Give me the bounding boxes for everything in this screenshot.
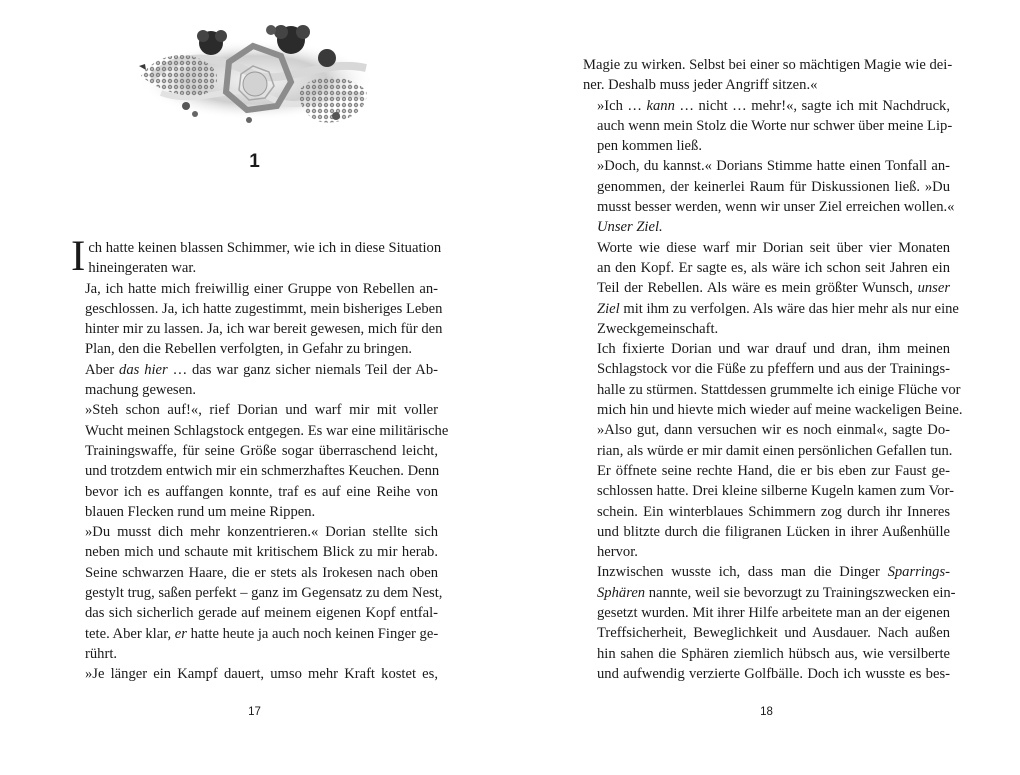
text-line: gesetzt wurden. Mit ihrer Hilfe arbeitete man an der eigenen [597,605,950,622]
text-line: und blitzte durch die filigranen Lücken in ihrer Außenhülle [597,523,950,540]
text-line: »Je länger ein Kampf dauert, umso mehr Kraft kostet es, [85,666,438,683]
text-line: hineingeraten war. [88,260,197,277]
paragraph [583,420,955,562]
text-line: Sphären nannte, weil sie bevorzugt zu Trainingszwecken ein- [597,584,956,601]
text-line: hervor. [597,544,638,561]
text-line: genommen, der keinerlei Raum für Diskussionen ließ. »Du [597,178,950,195]
left-page [71,0,449,775]
right-page [583,0,963,775]
text-line: Seine schwarzen Haare, die er stets als Irokesen nach oben [85,564,438,581]
paragraph [583,55,953,96]
text-line: »Doch, du kannst.« Dorians Stimme hatte einen Tonfall an- [597,158,950,175]
text-line: Ja, ich hatte mich freiwillig einer Gruppe von Rebellen an- [85,280,438,297]
paragraph [71,400,449,522]
paragraph [71,360,438,401]
left-page-text [71,233,449,685]
text-line: an den Kopf. Er sagte es, als wäre ich schon seit Jahren ein [597,259,950,276]
text-line: hin sahen die Sphären ziemlich hübsch aus, wie versilberte [597,645,950,662]
text-line: »Steh schon auf!«, rief Dorian und warf mir mit voller [85,402,438,419]
page-number: 18 [760,706,773,718]
text-line: rührt. [85,645,118,662]
text-line: Teil der Rebellen. Als wäre es mein größter Wunsch, unser [597,280,950,297]
right-page-text [583,55,963,684]
paragraph [71,522,443,664]
text-line: Trainingswaffe, für seine Größe sogar überraschend leicht, [85,442,438,459]
text-line: gestylt trug, saßen perfekt – ganz im Gegensatz zu dem Nest, [85,585,443,602]
paragraph [583,96,953,157]
text-line: halle zu stürmen. Stattdessen grummelte ich einige Flüche vor [597,381,961,398]
chapter-ornament-illustration [131,18,381,133]
text-line: Inzwischen wusste ich, dass man die Dinger Sparrings- [597,564,950,581]
text-line: geschlossen. Ja, ich hatte zugestimmt, mein bisheriges Leben [85,300,443,317]
paragraph [71,664,438,684]
text-line: machung gewesen. [85,382,197,399]
text-line: Er öffnete seine rechte Hand, die er bis eben zur Faust ge- [597,462,950,479]
text-line: Ich fixierte Dorian und war drauf und dran, ihm meinen [597,341,950,358]
paragraph [71,279,443,360]
text-line: schein. Ein winterblaues Schimmern zog durch ihr Inneres [597,503,950,520]
text-line: Wucht meinen Schlagstock entgegen. Es war eine militärische [85,422,449,439]
text-line: bevor ich es auffangen konnte, traf es auf eine Reihe von [85,483,438,500]
text-line: hinter mir zu lassen. Ja, ich war bereit gewesen, mich für den [85,321,443,338]
text-line: »Du musst dich mehr konzentrieren.« Dorian stellte sich [85,524,438,541]
text-line: musst besser werden, wenn wir unser Ziel erreichen wollen.« [597,199,955,216]
chapter-number: 1 [249,151,260,172]
text-line: ner. Deshalb muss jeder Angriff sitzen.« [583,77,818,94]
page-number: 17 [248,706,261,718]
text-line: Unser Ziel. [597,219,663,236]
text-line: neben mich und schaute mit kritischem Blick zu mir herab. [85,544,438,561]
text-line: Aber das hier … das war ganz sicher niemals Teil der Ab- [85,361,438,378]
text-line: auch wenn mein Stolz die Worte nur schwer über meine Lip- [597,117,953,134]
text-line: Schlagstock vor die Füße zu pfeffern und aus der Trainings- [597,361,950,378]
text-line: mich hin und hievte mich wieder auf meine wackeligen Beine. [597,402,963,419]
text-line: das sich sicherlich gerade auf meinem eigenen Kopf entfal- [85,605,438,622]
paragraph [583,238,959,339]
text-line: Zweckgemeinschaft. [597,320,719,337]
text-line: »Also gut, dann versuchen wir es noch einmal«, sagte Do- [597,422,950,439]
text-line: Plan, den die Rebellen verfolgten, in Gefahr zu bringen. [85,341,413,358]
paragraph [583,339,963,420]
text-line: rian, als würde er mir damit einen persönlichen Gefallen tun. [597,442,953,459]
drop-cap: I [71,233,86,280]
text-line: tete. Aber klar, er hatte heute ja auch noch keinen Finger ge- [85,625,439,642]
text-line: schlossen hatte. Drei kleine silberne Kugeln kamen zum Vor- [597,483,955,500]
text-line: »Ich … kann … nicht … mehr!«, sagte ich mit Nachdruck, [597,97,950,114]
paragraph [583,156,955,217]
text-line: ch hatte keinen blassen Schimmer, wie ich in diese Situation [88,240,442,256]
text-line: blauen Flecken rund um meine Rippen. [85,503,316,520]
paragraph [71,233,442,280]
text-line: Magie zu wirken. Selbst bei einer so mächtigen Magie wie dei- [583,57,953,73]
paragraph [583,562,956,684]
text-line: und trotzdem entwich mir ein schmerzhaftes Keuchen. Denn [85,463,440,480]
paragraph [583,217,950,237]
text-line: und aufwendig verzierte Golfbälle. Doch ich wusste es bes- [597,665,950,682]
text-line: Treffsicherheit, Beweglichkeit und Ausdauer. Nach außen [597,625,950,642]
text-line: pen kommen ließ. [597,138,702,155]
text-line: Worte wie diese warf mir Dorian seit über vier Monaten [597,239,950,256]
text-line: Ziel mit ihm zu verfolgen. Als wäre das hier mehr als nur eine [597,300,959,317]
